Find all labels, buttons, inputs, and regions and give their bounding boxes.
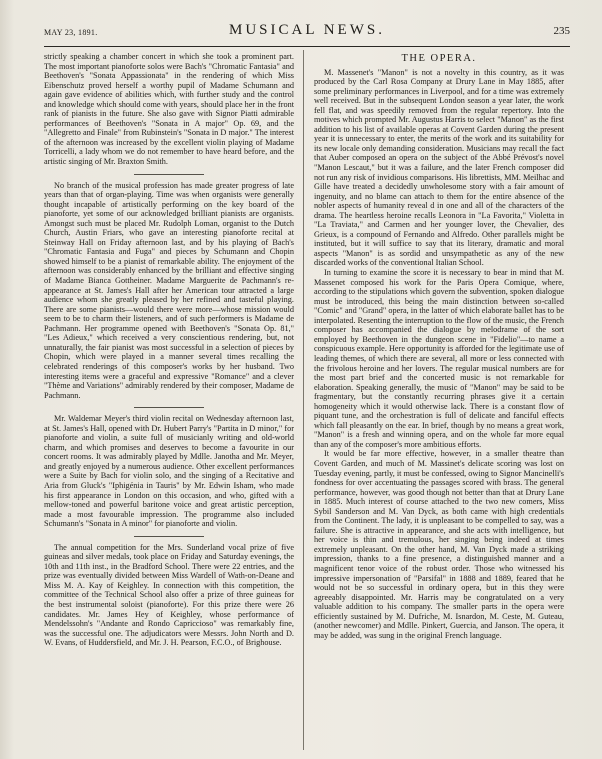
header-rule: [44, 46, 570, 47]
article-paragraph: The annual competition for the Mrs. Sunderland vocal prize of five guineas and silver medals, took place on Friday and Saturday evenings, the 10th and 11th inst., in the Bradford School. There were 22 entries, and the prize was eventually divided between Miss Wardell of Wath-on-Deane and Miss M. A. Kay of Keighley. In connection with this competition, the committee of the Technical School also offer a prize of three guineas for the best instrumental soloist (pianoforte). For this prize there were 26 candidates. Mr. James Hey of Keighley, whose performance of Mendelssohn's "Andante and Rondo Capriccioso" was remarkably fine, was the successful one. The adjudicators were Messrs. John North and D. W. Evans, of Huddersfield, and Mr. J. H. Pearson, F.C.O., of Brighouse.: [44, 542, 294, 648]
section-title: THE OPERA.: [401, 53, 477, 64]
section-divider: [134, 536, 204, 537]
section-divider: [134, 174, 204, 175]
right-column: [314, 52, 564, 752]
page-number: 235: [553, 25, 570, 37]
article-paragraph: In turning to examine the score it is necessary to bear in mind that M. Massenet composed his work for the Paris Opera Comique, where, according to the stipulations which govern the subvention, spoken dialogue must be introduced, this being the main distinction between so-called "Comic" and "Grand" opera, in the latter of which elaborate ballet has to be interpolated. Resenting the interruption to the flow of the music, the French composer has accompanied the dialogue by melodrame of the sort employed by Beethoven in the dungeon scene in "Fidelio"—to name a conspicuous example. Here opportunity is afforded for the legitimate use of leading themes, of which there are several, all more or less connected with the frivolous heroine and her lovers. The regular musical numbers are for the most part brief and the concerted music is not remarkable for elaboration. Speaking generally, the music of "Manon" may be said to be fragmentary, but the constantly recurring phrases give it a certain homogeneity which it would otherwise lack. There is a constant flow of piquant tune, and the orchestration is full of delicate and fanciful effects which fall pleasantly on the ear. In brief, though by no means a great work, "Manon" is a fresh and winning opera, and on the whole far more equal than any of the composer's more ambitious efforts.: [314, 268, 564, 449]
article-paragraph: Mr. Waldemar Meyer's third violin recital on Wednesday afternoon last, at St. James's Hall, opened with Dr. Hubert Parry's "Partita in D minor," for pianoforte and violin, a suite full of musicianly writing and old-world charm, and which promises and deserves to become a favourite in our concert rooms. It was admirably played by Mdlle. Janotha and Mr. Meyer, and greatly enjoyed by a numerous audience. Other excellent performances were a Suite by Bach for violin solo, and the singing of a Recitative and Aria from Gluck's "Iphigénia in Tauris" by Mr. Edwin Isham, who made his first appearance in London on this occasion, and who, gifted with a mellow-toned and powerful baritone voice and great artistic perception, made a most favourable impression. The programme also included Schumann's "Sonata in A minor" for pianoforte and violin.: [44, 414, 294, 529]
column-divider: [303, 50, 304, 750]
article-paragraph: No branch of the musical profession has made greater progress of late years than that of organ-playing. Time was when organists were generally thought incapable of artistically performing on the key board of the pianoforte, yet some of our acknowledged brilliant pianists are organists. Amongst such must be placed Mr. Rudolph Loman, organist to the Dutch Church, Austin Friars, who gave an interesting pianoforte recital at Steinway Hall on Friday afternoon last, and by his playing of Bach's "Chromatic Fantasia and Fuga" and pieces by Schumann and Chopin showed himself to be a pianist of remarkable ability. The enjoyment of the afternoon was considerably enhanced by the brilliant and effective singing of Madame Bianca Gottheiner. Madame Marguerite de Pachmann's re-appearance at St. James's Hall after her American tour attracted a large audience whom she greatly pleased by her refined and tasteful playing. There are some pianists—would there were more—whose mission would seem to be to charm their listeners, and of such performers is Madame de Pachmann. Her programme opened with Beethoven's "Sonata Op. 81," "Les Adieux," which received a very conscientious rendering, but, not unnaturally, the fair pianist was most successful in a selection of pieces by Chopin, which were played in a manner several times recalling the celebrated renderings of this composer's works by her husband. Two interesting items were a graceful and expressive "Romance" and a clever "Thème and Variations" admirably rendered by their composer, Madame de Pachmann.: [44, 180, 294, 400]
article-paragraph: It would be far more effective, however, in a smaller theatre than Covent Garden, and much of M. Massinet's delicate scoring was lost on Tuesday evening, partly, it must be confessed, owing to Signor Mancinelli's fondness for over accentuating the passages scored with brass. The general performance, however, was good though not better than that at Drury Lane in 1885. Much interest of course attached to the two new comers, Miss Sybil Sanderson and M. Van Dyck, as both came with high credentials from the Continent. The lady, it is unpleasant to be compelled to say, was a failure. She is attractive in appearance, and she acts with intelligence, but her voice is thin and tremulous, her singing being indeed at times extremely unpleasant. On the other hand, M. Van Dyck made a striking impression, thanks to a fine presence, a distinguished manner and a magnificent tenor voice of the robust order. Those who witnessed his impressive impersonation of "Parsifal" in 1888 and 1889, feared that he would not be so successful in ordinary opera, but in this they were agreeably disappointed. Mr. Harris may be congratulated on a very valuable addition to his company. The smaller parts in the opera were efficiently sustained by M. Dufriche, M. Isnardon, M. Ceste, M. Guteau, (another newcomer) and Mdlle. Pinkert, Guercia, and Janson. The opera, it may be added, was sung in the original French language.: [314, 449, 564, 640]
section-divider: [134, 407, 204, 408]
left-column: [44, 52, 294, 752]
article-paragraph: strictly speaking a chamber concert in which she took a prominent part. The most important pianoforte solos were Bach's "Chromatic Fantasia" and Beethoven's "Sonata Appassionata" in the rendering of which Miss Eibenschutz proved herself a worthy pupil of Madame Schumann and again gave evidence of abilities which, with further study and the control and knowledge which should come with years, should place her in the front rank of pianists in the future. She also gave with Signor Piatti admirable performances of Beethoven's "Sonata in A major" Op. 69, and the "Allegretto and Finale" from Rubinstein's "Sonata in D major." The interest of the afternoon was increased by the excellent violin playing of Madame Torricelli, a lady whom we do not remember to have heard before, and the artistic singing of Mr. Braxton Smith.: [44, 52, 294, 167]
page-header: [44, 22, 570, 42]
issue-date: MAY 23, 1891.: [44, 28, 98, 37]
article-paragraph: M. Massenet's "Manon" is not a novelty in this country, as it was produced by the Carl Rosa Company at Drury Lane in May 1885, after some preliminary performances in Liverpool, and for a time was extremely well received. But in the subsequent London season a year later, the work fell flat, and was speedily removed from the regular repertory. Into the motives which prompted Mr. Augustus Harris to select "Manon" as the first addition to his list of available operas at Covent Garden during the present year it is unnecessary to enter, the merits of the work and its suitability for its new locale only demanding consideration. Musicians may recall the fact that Auber composed an opera on the subject of the Abbé Prévost's novel "Manon Lescaut," but it was a failure, and the later French composer did not run any risk of invidious comparisons. His librettists, MM. Meilhac and Gille have treated a decidedly unwholesome story with a fair amount of ingenuity, and no blame can attach to them for the entire absence of the nobler aspects of humanity reveal d in one and all of the characters of the drama. The heartless heroine recalls Leonora in "La Favorita," Violetta in "La Traviata," and Carmen and her younger lover, the Chevalier, des Grieux, is a compound of Fernando and Alfredo. Other parallels might be instituted, but it will suffice to say that its literary, dramatic and moral aspects "Manon" is as sordid and unsympathetic as any of the new discarded works of the conventional Italian School.: [314, 67, 564, 268]
masthead-title: MUSICAL NEWS.: [229, 22, 385, 38]
